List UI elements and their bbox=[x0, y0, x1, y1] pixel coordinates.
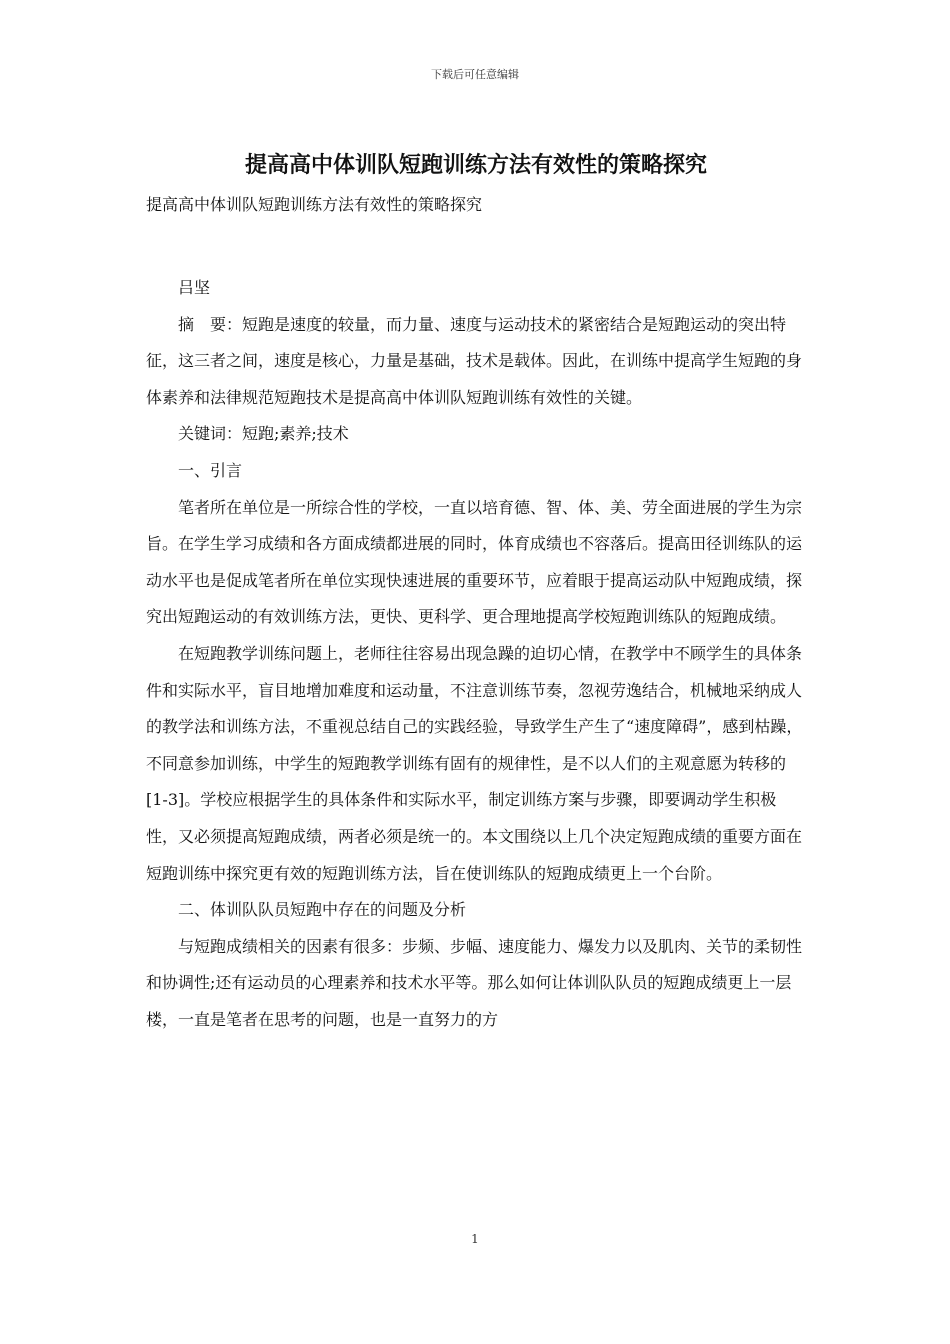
body-paragraph: 与短跑成绩相关的因素有很多：步频、步幅、速度能力、爆发力以及肌肉、关节的柔韧性和协调性;还有运动员的心理素养和技术水平等。那么如何让体训队队员的短跑成绩更上一层楼，一直是笔者在思考的问题，也是一直努力的方 bbox=[146, 936, 803, 1029]
author-name: 吕坚 bbox=[178, 278, 211, 297]
body-paragraph: 笔者所在单位是一所综合性的学校，一直以培育德、智、体、美、劳全面进展的学生为宗旨。在学生学习成绩和各方面成绩都进展的同时，体育成绩也不容落后。提高田径训练队的运动水平也是促成笔者所在单位实现快速进展的重要环节，应着眼于提高运动队中短跑成绩，探究出短跑运动的有效训练方法，更快、更科学、更合理地提高学校短跑训练队的短跑成绩。 bbox=[146, 497, 803, 627]
document-subtitle: 提高高中体训队短跑训练方法有效性的策略探究 bbox=[146, 195, 483, 214]
page-number: 1 bbox=[471, 1232, 479, 1246]
page-header-note: 下载后可任意编辑 bbox=[431, 68, 519, 81]
keywords-line: 关键词：短跑;素养;技术 bbox=[178, 424, 349, 444]
section-heading-introduction: 一、引言 bbox=[178, 460, 243, 480]
abstract-paragraph: 摘 要：短跑是速度的较量，而力量、速度与运动技术的紧密结合是短跑运动的突出特征，这三者之间，速度是核心，力量是基础，技术是载体。因此，在训练中提高学生短跑的身体素养和法律规范短跑技术是提高高中体训队短跑训练有效性的关键。 bbox=[146, 314, 803, 407]
section-heading-problems: 二、体训队队员短跑中存在的问题及分析 bbox=[178, 900, 467, 920]
document-title: 提高高中体训队短跑训练方法有效性的策略探究 bbox=[244, 152, 707, 178]
spacer bbox=[146, 218, 806, 270]
document-body bbox=[146, 150, 806, 1038]
body-paragraph: 在短跑教学训练问题上，老师往往容易出现急躁的迫切心情，在教学中不顾学生的具体条件和实际水平，盲目地增加难度和运动量，不注意训练节奏，忽视劳逸结合，机械地采纳成人的教学法和训练方法，不重视总结自己的实践经验，导致学生产生了“速度障碍”，感到枯躁，不同意参加训练，中学生的短跑教学训练有固有的规律性，是不以人们的主观意愿为转移的[1-3]。学校应根据学生的具体条件和实际水平，制定训练方案与步骤，即要调动学生积极性，又必须提高短跑成绩，两者必须是统一的。本文围绕以上几个决定短跑成绩的重要方面在短跑训练中探究更有效的短跑训练方法，旨在使训练队的短跑成绩更上一个台阶。 bbox=[146, 643, 803, 883]
